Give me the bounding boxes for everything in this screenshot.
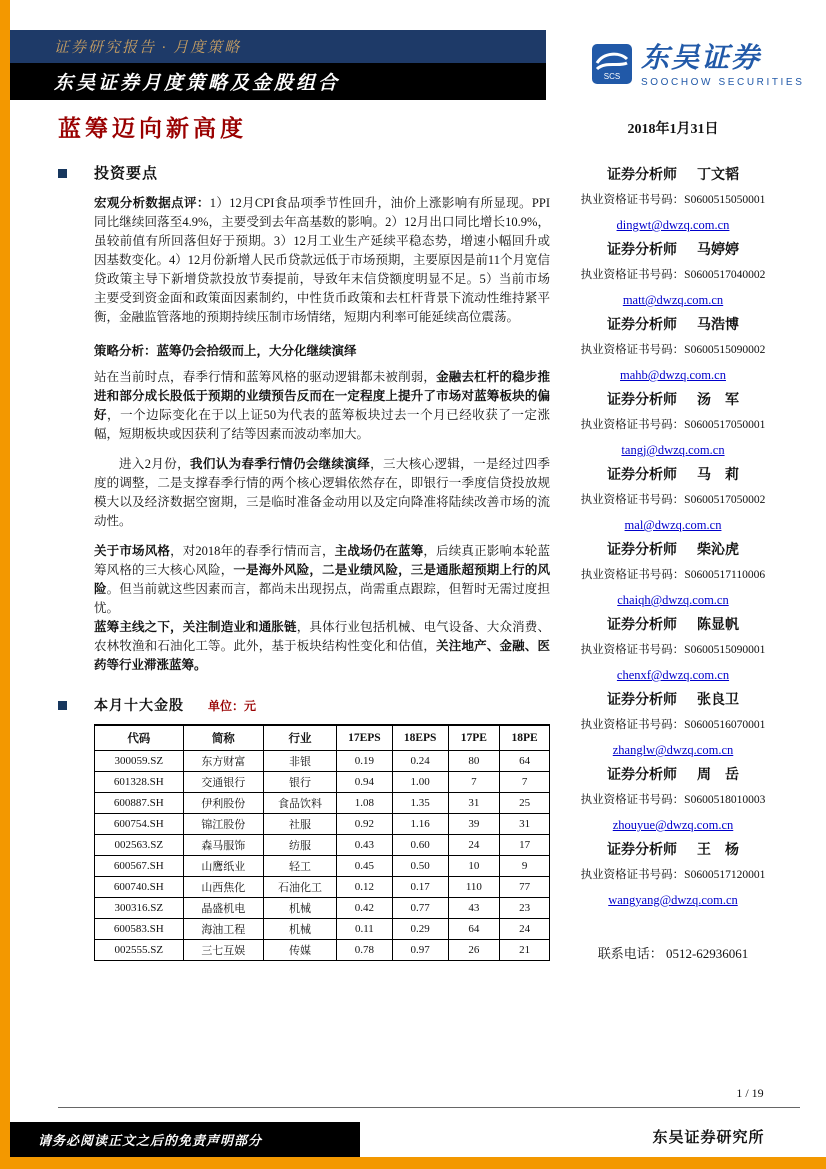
analyst-email-link[interactable]: chaiqh@dwzq.com.cn [617,593,729,607]
table-cell: 64 [448,919,500,940]
table-cell: 1.35 [392,793,448,814]
page-number: 1 / 19 [736,1086,764,1100]
table-cell: 非银 [264,751,337,772]
analyst-name: 马 莉 [697,468,739,483]
table-cell: 银行 [264,772,337,793]
gold-stocks-heading [58,695,550,715]
table-cell: 7 [448,772,500,793]
table-cell: 传媒 [264,940,337,961]
analyst-role-label: 证券分析师 [607,843,677,858]
text-run: 进入2月份， [119,457,190,471]
soochow-logo [592,44,804,89]
text-run: 。但当前就这些因素而言，都尚未出现拐点，尚需重点跟踪，但暂时无需过度担忧。 [94,582,550,615]
soochow-logo-icon [592,44,632,89]
analyst-block [545,763,801,838]
analyst-name-row [545,688,801,713]
analyst-email-link[interactable]: zhouyue@dwzq.com.cn [612,818,734,832]
column-header: 代码 [95,725,184,751]
table-cell: 10 [448,856,500,877]
table-cell: 机械 [264,919,337,940]
analyst-block [545,463,801,538]
table-cell: 0.12 [336,877,392,898]
column-header: 行业 [264,725,337,751]
paragraph [94,194,550,327]
analyst-name: 张良卫 [697,693,739,708]
text-run: ，一个边际变化在于以上证50为代表的蓝筹板块过去一个月已经收获了一定涨幅，短期板块或因获利了结等因素而波动率加大。 [94,408,550,441]
table-cell: 机械 [264,898,337,919]
table-cell: 0.43 [336,835,392,856]
paragraph [94,342,550,361]
report-banner-bar [10,63,546,100]
text-run: 站在当前时点，春季行情和蓝筹风格的驱动逻辑都未被削弱， [94,370,437,384]
analyst-cert-number: 执业资格证书号码：S0600515090001 [580,644,766,656]
analyst-name: 柴沁虎 [697,543,739,558]
table-cell: 0.60 [392,835,448,856]
table-row [95,751,550,772]
analyst-role-label: 证券分析师 [607,168,677,183]
analyst-name-row [545,463,801,488]
table-cell: 石油化工 [264,877,337,898]
report-banner-title: 东吴证券月度策略及金股组合 [54,73,341,94]
disclaimer-text: 请务必阅读正文之后的免责声明部分 [38,1133,263,1148]
table-cell: 食品饮料 [264,793,337,814]
analyst-role-label: 证券分析师 [607,243,677,258]
column-header: 18PE [500,725,550,751]
analyst-name-row [545,238,801,263]
table-cell: 森马服饰 [183,835,263,856]
table-cell: 0.29 [392,919,448,940]
gold-stocks-unit-label: 单位：元 [208,698,257,713]
table-cell: 24 [448,835,500,856]
paragraph [94,368,550,444]
square-bullet-icon [58,169,67,178]
analyst-cert-number: 执业资格证书号码：S0600517120001 [580,869,766,881]
table-cell: 600887.SH [95,793,184,814]
analyst-cert-number: 执业资格证书号码：S0600517050001 [580,419,766,431]
paragraph [94,542,550,618]
analyst-name: 马婷婷 [697,243,739,258]
table-cell: 300316.SZ [95,898,184,919]
table-cell: 002563.SZ [95,835,184,856]
analyst-cert-number: 执业资格证书号码：S0600517040002 [580,269,766,281]
analyst-name-row [545,313,801,338]
analyst-role-label: 证券分析师 [607,393,677,408]
table-cell: 三七互娱 [183,940,263,961]
table-row [95,877,550,898]
table-cell: 0.77 [392,898,448,919]
text-run: 宏观分析数据点评： [94,196,210,210]
key-points-heading [58,162,550,183]
table-cell: 39 [448,814,500,835]
paragraph [94,618,550,675]
analyst-name: 丁文韬 [697,168,739,183]
table-cell: 80 [448,751,500,772]
table-cell: 0.42 [336,898,392,919]
table-cell: 1.00 [392,772,448,793]
table-cell: 山鹰纸业 [183,856,263,877]
report-type-bar [10,30,546,63]
analyst-block [545,538,801,613]
analyst-cert-number: 执业资格证书号码：S0600518010003 [580,794,766,806]
table-cell: 0.45 [336,856,392,877]
analyst-sidebar [545,163,801,962]
analyst-cert-number: 执业资格证书号码：S0600516070001 [580,719,766,731]
table-cell: 晶盛机电 [183,898,263,919]
gold-stock-tbody [95,751,550,961]
analyst-email-link[interactable]: wangyang@dwzq.com.cn [608,893,738,907]
analyst-name-row [545,538,801,563]
table-cell: 伊利股份 [183,793,263,814]
analyst-block [545,613,801,688]
column-header: 17PE [448,725,500,751]
gold-stocks-label: 本月十大金股 [94,699,184,714]
table-row [95,814,550,835]
table-cell: 23 [500,898,550,919]
table-row [95,898,550,919]
table-row [95,772,550,793]
text-run: 蓝筹主线之下，关注制造业和通胀链 [94,620,297,634]
analyst-email-link[interactable]: mal@dwzq.com.cn [624,518,722,532]
table-cell: 600740.SH [95,877,184,898]
analyst-block [545,838,801,913]
analyst-name: 汤 军 [697,393,739,408]
table-cell: 0.11 [336,919,392,940]
paragraph [94,455,550,531]
table-cell: 0.92 [336,814,392,835]
table-cell: 601328.SH [95,772,184,793]
text-run: 一是海外风险，二是业绩风险，三是通胀超预期上行的风险 [94,563,550,596]
analyst-name: 王 杨 [697,843,739,858]
analyst-name: 马浩博 [697,318,739,333]
table-cell: 300059.SZ [95,751,184,772]
text-run: ，三大核心逻辑，一是经过四季度的调整，二是支撑春季行情的两个核心逻辑依然存在，即银行一季度信贷投放规模大以及经济数据空窗期，三是临时准备金动用以及定向降准将陆续改善市场的流动性。 [94,457,550,528]
institute-name: 东吴证券研究所 [652,1130,765,1146]
analyst-name: 陈显帆 [697,618,739,633]
soochow-logo-text [641,44,804,88]
table-cell: 0.24 [392,751,448,772]
analyst-email-link[interactable]: zhanglw@dwzq.com.cn [612,743,734,757]
table-row [95,835,550,856]
table-cell: 9 [500,856,550,877]
logo-cn-name: 东吴证券 [641,43,762,74]
table-cell: 0.97 [392,940,448,961]
table-cell: 海油工程 [183,919,263,940]
text-run: 1）12月CPI食品项季节性回升，油价上涨影响有所显现。PPI同比继续回落至4.9%，主要受到去年高基数的影响。2）12月出口同比增长10.9%，虽较前值有所回落但好于预期。3）12月工业生产延续平稳态势，增速小幅回升或因基数变化。4）12月份新增人民币贷款远低于市场预期，主要原因是前11个月宽信贷政策主导下新增贷款投放节奏提前，导致年末信贷额度明显不足。5）当前市场主要受到资金面和政策面因素制约，中性货币政策和去杠杆背景下流动性维持紧平衡，金融监管落地的预期持续压制市场情绪，短期内利率可能延续高位震荡。 [94,196,550,324]
analyst-role-label: 证券分析师 [607,468,677,483]
analyst-block [545,688,801,763]
analyst-cert-number: 执业资格证书号码：S0600515050001 [580,194,766,206]
analyst-name-row [545,163,801,188]
analyst-role-label: 证券分析师 [607,618,677,633]
table-cell: 17 [500,835,550,856]
table-cell: 1.16 [392,814,448,835]
table-cell: 7 [500,772,550,793]
report-date: 2018年1月31日 [627,122,719,137]
table-cell: 31 [500,814,550,835]
analyst-block [545,313,801,388]
analyst-name: 周 岳 [697,768,739,783]
text-run: ，对2018年的春季行情而言， [170,544,335,558]
analyst-block [545,163,801,238]
column-header: 18EPS [392,725,448,751]
table-cell: 600567.SH [95,856,184,877]
analyst-email-link[interactable]: matt@dwzq.com.cn [622,293,724,307]
analyst-cert-number: 执业资格证书号码：S0600517110006 [580,569,766,581]
table-cell: 0.94 [336,772,392,793]
analyst-role-label: 证券分析师 [607,543,677,558]
investment-paragraphs [94,194,550,675]
text-run: 策略分析：蓝筹仍会拾级而上，大分化继续演绎 [94,344,357,358]
table-cell: 山西焦化 [183,877,263,898]
text-run: 金融去杠杆的稳步推进和部分成长股低于预期的业绩预告反而在一定程度上提升了市场对蓝筹板块的偏好 [94,370,550,422]
column-header: 简称 [183,725,263,751]
table-row [95,856,550,877]
table-cell: 0.50 [392,856,448,877]
table-row [95,793,550,814]
page-title: 蓝筹迈向新高度 [58,116,247,141]
table-cell: 纺服 [264,835,337,856]
gold-stock-header-row [95,725,550,751]
text-run: 我们认为春季行情仍会继续演绎 [189,457,371,471]
analyst-name-row [545,763,801,788]
analyst-list [545,163,801,913]
analyst-role-label: 证券分析师 [607,768,677,783]
text-run: 关于市场风格 [94,544,171,558]
table-row [95,919,550,940]
analyst-role-label: 证券分析师 [607,318,677,333]
text-run: ，后续真正影响本轮蓝筹风格的三大核心风险， [94,544,550,577]
column-header: 17EPS [336,725,392,751]
table-cell: 600754.SH [95,814,184,835]
disclaimer-bar [10,1122,360,1157]
footer-divider [58,1107,800,1108]
analyst-block [545,238,801,313]
table-cell: 25 [500,793,550,814]
table-cell: 002555.SZ [95,940,184,961]
table-cell: 轻工 [264,856,337,877]
table-cell: 1.08 [336,793,392,814]
table-cell: 26 [448,940,500,961]
gold-stocks-table [94,724,550,961]
analyst-email-link[interactable]: tangj@dwzq.com.cn [621,443,725,457]
table-cell: 24 [500,919,550,940]
text-run: 主战场仍在蓝筹 [334,544,424,558]
table-cell: 21 [500,940,550,961]
analyst-email-link[interactable]: dingwt@dwzq.com.cn [616,218,730,232]
square-bullet-icon [58,701,67,710]
analyst-cert-number: 执业资格证书号码：S0600515090002 [580,344,766,356]
analyst-block [545,388,801,463]
table-cell: 43 [448,898,500,919]
key-points-label: 投资要点 [94,166,159,182]
table-cell: 77 [500,877,550,898]
contact-phone: 联系电话： 0512-62936061 [597,946,749,961]
table-cell: 600583.SH [95,919,184,940]
logo-en-name: SOOCHOW SECURITIES [641,77,805,88]
left-accent-strip [0,0,10,1169]
table-cell: 锦江股份 [183,814,263,835]
analyst-email-link[interactable]: mahb@dwzq.com.cn [620,368,726,382]
table-cell: 交通银行 [183,772,263,793]
table-cell: 64 [500,751,550,772]
table-cell: 东方财富 [183,751,263,772]
table-cell: 31 [448,793,500,814]
report-type-label: 证券研究报告 · 月度策略 [54,40,242,56]
table-cell: 0.17 [392,877,448,898]
table-cell: 110 [448,877,500,898]
bottom-accent-strip [0,1157,826,1169]
analyst-name-row [545,388,801,413]
table-row [95,940,550,961]
text-run: ，具体行业包括机械、电气设备、大众消费、农林牧渔和石油化工等。此外，基于板块结构性变化和估值， [94,620,550,653]
analyst-name-row [545,613,801,638]
table-cell: 社服 [264,814,337,835]
svg-text:SCS: SCS [603,72,621,81]
analyst-email-link[interactable]: chenxf@dwzq.com.cn [616,668,730,682]
table-cell: 0.78 [336,940,392,961]
analyst-cert-number: 执业资格证书号码：S0600517050002 [580,494,766,506]
text-run: 关注地产、金融、医药等行业滞涨蓝筹。 [94,639,550,672]
main-column [58,162,550,961]
table-cell: 0.19 [336,751,392,772]
analyst-name-row [545,838,801,863]
analyst-role-label: 证券分析师 [607,693,677,708]
